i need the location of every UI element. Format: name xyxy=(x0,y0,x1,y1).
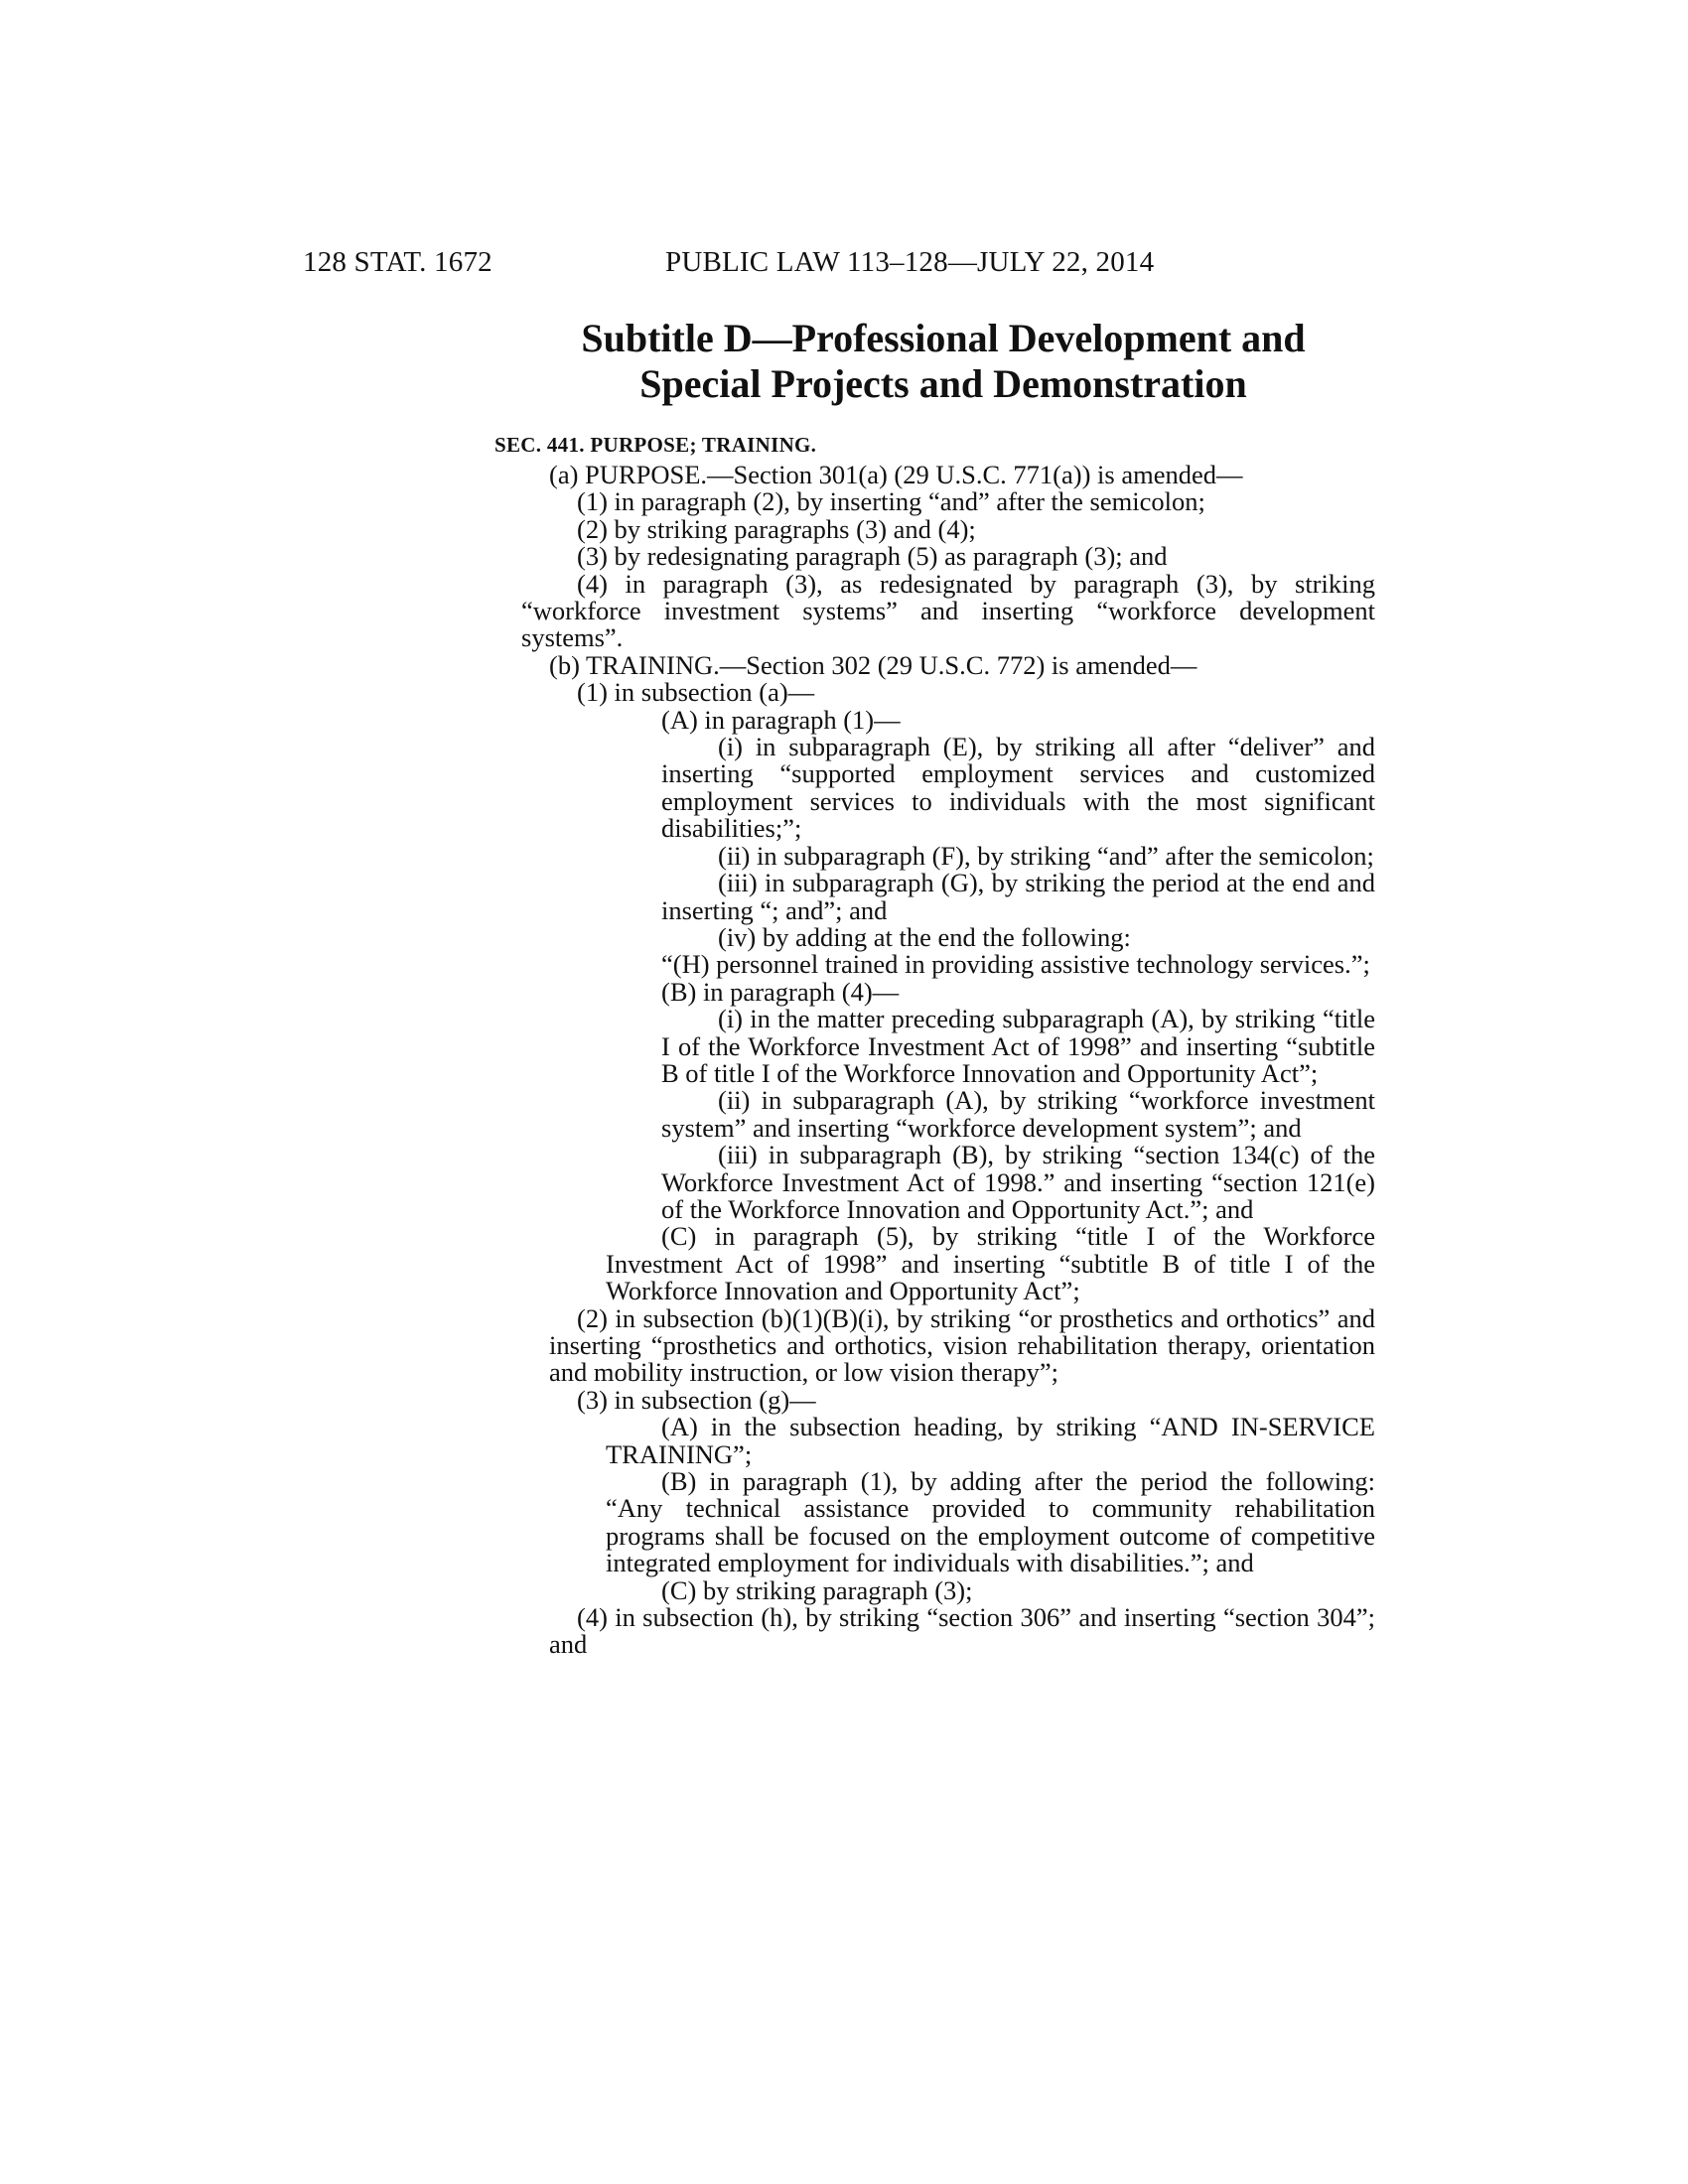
paragraph-b-training: (b) TRAINING.—Section 302 (29 U.S.C. 772) is amended— xyxy=(549,649,1197,680)
paragraph-a-1: (1) in paragraph (2), by inserting “and” after the semicolon; xyxy=(577,486,1205,517)
paragraph-b-1-A-iv: (iv) by adding at the end the following: xyxy=(718,921,1131,952)
paragraph-b-1-B-iii: (iii) in subparagraph (B), by striking “section 134(c) of the Workforce Investment Act of 1998.” and inserting “section 121(e) of the Workforce Innovation and Opportunity Act.”; and xyxy=(661,1140,1375,1224)
subtitle-line-2: Special Projects and Demonstration xyxy=(639,361,1247,406)
paragraph-b-1-C: (C) in paragraph (5), by striking “title I of the Workforce Investment Act of 1998” and inserting “subtitle B of title I of the Workforce Innovation and Opportunity Act”; xyxy=(606,1221,1375,1306)
subtitle-line-1: Subtitle D—Professional Development and xyxy=(581,316,1306,360)
section-body xyxy=(521,460,1375,1660)
running-head xyxy=(303,246,1415,286)
subtitle-heading xyxy=(487,316,1400,407)
section-heading: SEC. 441. PURPOSE; TRAINING. xyxy=(494,433,817,457)
paragraph-b-4: (4) in subsection (h), by striking “section 306” and inserting “section 304”; and xyxy=(549,1602,1375,1660)
paragraph-b-1-B: (B) in paragraph (4)— xyxy=(661,976,900,1007)
paragraph-b-1-B-i: (i) in the matter preceding subparagraph (A), by striking “title I of the Workforce Investment Act of 1998” and inserting “subtitle B of title I of the Workforce Innovation and Opportunity Act”; xyxy=(661,1004,1375,1088)
public-law-citation: PUBLIC LAW 113–128—JULY 22, 2014 xyxy=(665,246,1155,278)
paragraph-b-1-A-ii: (ii) in subparagraph (F), by striking “and” after the semicolon; xyxy=(718,840,1374,871)
paragraph-b-2: (2) in subsection (b)(1)(B)(i), by striking “or prosthetics and orthotics” and inserting “prosthetics and orthotics, vision rehabilitation therapy, orientation and mobility instruction, or low vision therapy”; xyxy=(549,1302,1375,1388)
paragraph-a-3: (3) by redesignating paragraph (5) as paragraph (3); and xyxy=(577,541,1168,572)
quoted-H: “(H) personnel trained in providing assistive technology services.”; xyxy=(661,949,1370,980)
paragraph-b-3-C: (C) by striking paragraph (3); xyxy=(661,1574,973,1605)
paragraph-b-3-A: (A) in the subsection heading, by striking “AND IN-SERVICE TRAINING”; xyxy=(606,1412,1375,1469)
paragraph-a-purpose: (a) PURPOSE.—Section 301(a) (29 U.S.C. 771(a)) is amended— xyxy=(549,460,1243,489)
paragraph-b-1-A-iii: (iii) in subparagraph (G), by striking the period at the end and inserting “; and”; and xyxy=(661,868,1375,925)
paragraph-b-1-A: (A) in paragraph (1)— xyxy=(661,704,901,735)
paragraph-b-1: (1) in subsection (a)— xyxy=(577,677,815,708)
paragraph-b-1-A-i: (i) in subparagraph (E), by striking all after “deliver” and inserting “supported employment services and customized employment services to individuals with the most significant disabilities;”; xyxy=(661,732,1375,844)
paragraph-a-4: (4) in paragraph (3), as redesignated by paragraph (3), by striking “workforce investment systems” and inserting “workforce development systems”. xyxy=(521,568,1375,653)
paragraph-b-3: (3) in subsection (g)— xyxy=(577,1384,816,1415)
paragraph-b-1-B-ii: (ii) in subparagraph (A), by striking “workforce investment system” and inserting “workforce development system”; and xyxy=(661,1085,1375,1143)
paragraph-a-2: (2) by striking paragraphs (3) and (4); xyxy=(577,513,976,544)
statute-page-number: 128 STAT. 1672 xyxy=(303,246,492,278)
paragraph-b-3-B: (B) in paragraph (1), by adding after the period the following: “Any technical assistance provided to community rehabilitation programs shall be focused on the employment outcome of competitive integrated employment for individuals with disabilities.”; and xyxy=(606,1466,1375,1578)
